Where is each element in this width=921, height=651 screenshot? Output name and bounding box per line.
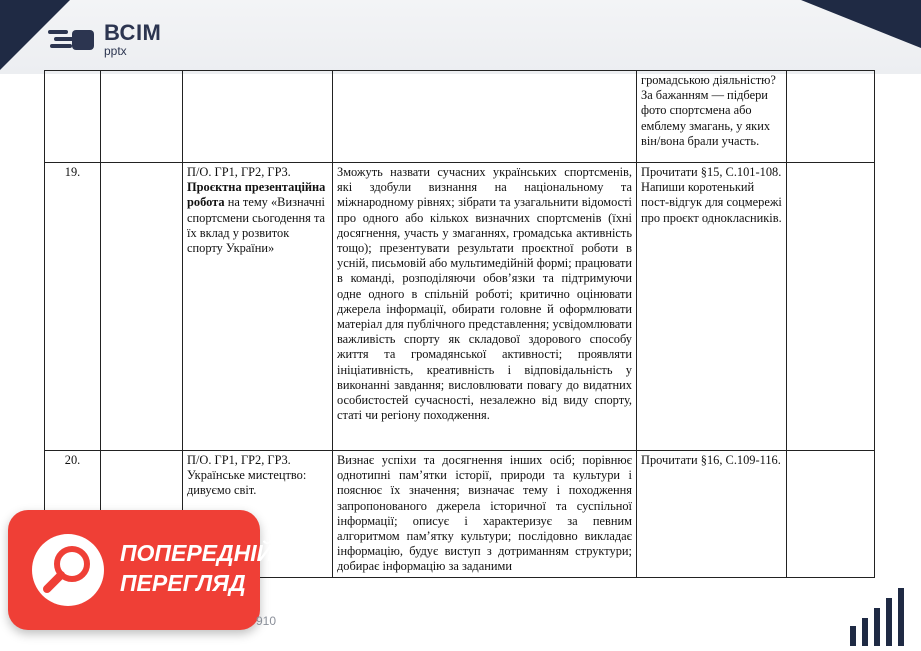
header-corner-right [801, 0, 921, 48]
row-notes [787, 451, 875, 578]
row-number: 20. [45, 451, 101, 578]
bar-chart-icon [846, 586, 910, 646]
row-outcomes [333, 71, 637, 163]
page-number: 910 [256, 614, 277, 628]
row-homework: Прочитати §15, С.101-108. Напиши коротенький пост-відгук для соцмережі про проєкт однокласників. [637, 163, 787, 451]
row-outcomes: Визнає успіхи та досягнення інших осіб; порівнює однотипні пам’ятки історії, природи та культури і пояснює їх значення; визначає тему і походження запропонованого джерела історичної та суспільної інформації; описує і характеризує за певним алгоритмом пам’ятку культури; послідовно викладає інформацію, будує виступ з дотриманням структури; добирає інформацію за заданими [333, 451, 637, 578]
site-logo[interactable] [48, 22, 161, 57]
row-topic-prefix: П/О. ГР1, ГР2, ГР3. [187, 165, 291, 179]
row-homework: громадською діяльністю? За бажанням — підбери фото спортсмена або емблему змагань, у яких він/вона брали участь. [637, 71, 787, 163]
magnifier-icon [30, 532, 106, 608]
logo-speed-lines-icon [48, 27, 98, 53]
row-notes [787, 71, 875, 163]
row-topic [183, 163, 333, 451]
row-notes [787, 163, 875, 451]
row-number [45, 71, 101, 163]
row-homework: Прочитати §16, С.109-116. [637, 451, 787, 578]
row-hours [101, 163, 183, 451]
badge-line-2: ПЕРЕГЛЯД [120, 570, 246, 596]
row-topic-rest: на тему «Визначні спортсмени сьогодення та їх вклад у розвиток спорту України» [187, 195, 326, 256]
badge-line-1: ПОПЕРЕДНІЙ [120, 540, 274, 566]
row-topic: П/О. ГР1, ГР2, ГР3. Українське мистецтво: дивуємо світ. [183, 451, 333, 578]
lesson-plan-table [44, 70, 875, 578]
row-topic [183, 71, 333, 163]
row-outcomes: Зможуть назвати сучасних українських спортсменів, які здобули визнання на національному та міжнародному рівнях; зібрати та узагальнити відомості про одного або кількох визначних спортсменів (їхні досягнення, участь у змаганнях, громадська активність тощо); презентувати результати проєктної роботи в усній, письмовій або мультимедійній формі; працювати в команді, розподіляючи обов’язки та підтримуючи одне одного в спільній роботі; критично оцінювати джерела інформації, обирати головне й оформлювати матеріал для публічного представлення; усвідомлювати важливість спорту як складової здорового способу життя та громадянської активності; проявляти ініціативність, креативність і відповідальність у виконанні завдання; висловлювати повагу до видатних особистостей сучасності, незалежно від виду спорту, статі чи регіону походження. [333, 163, 637, 451]
row-number: 19. [45, 163, 101, 451]
table-row [45, 71, 875, 163]
logo-subtitle: pptx [104, 44, 127, 58]
row-topic-bold: Проєктна презентаційна робота [187, 180, 326, 210]
table-row [45, 163, 875, 451]
logo-title: ВСІМ [104, 20, 162, 45]
row-hours [101, 71, 183, 163]
